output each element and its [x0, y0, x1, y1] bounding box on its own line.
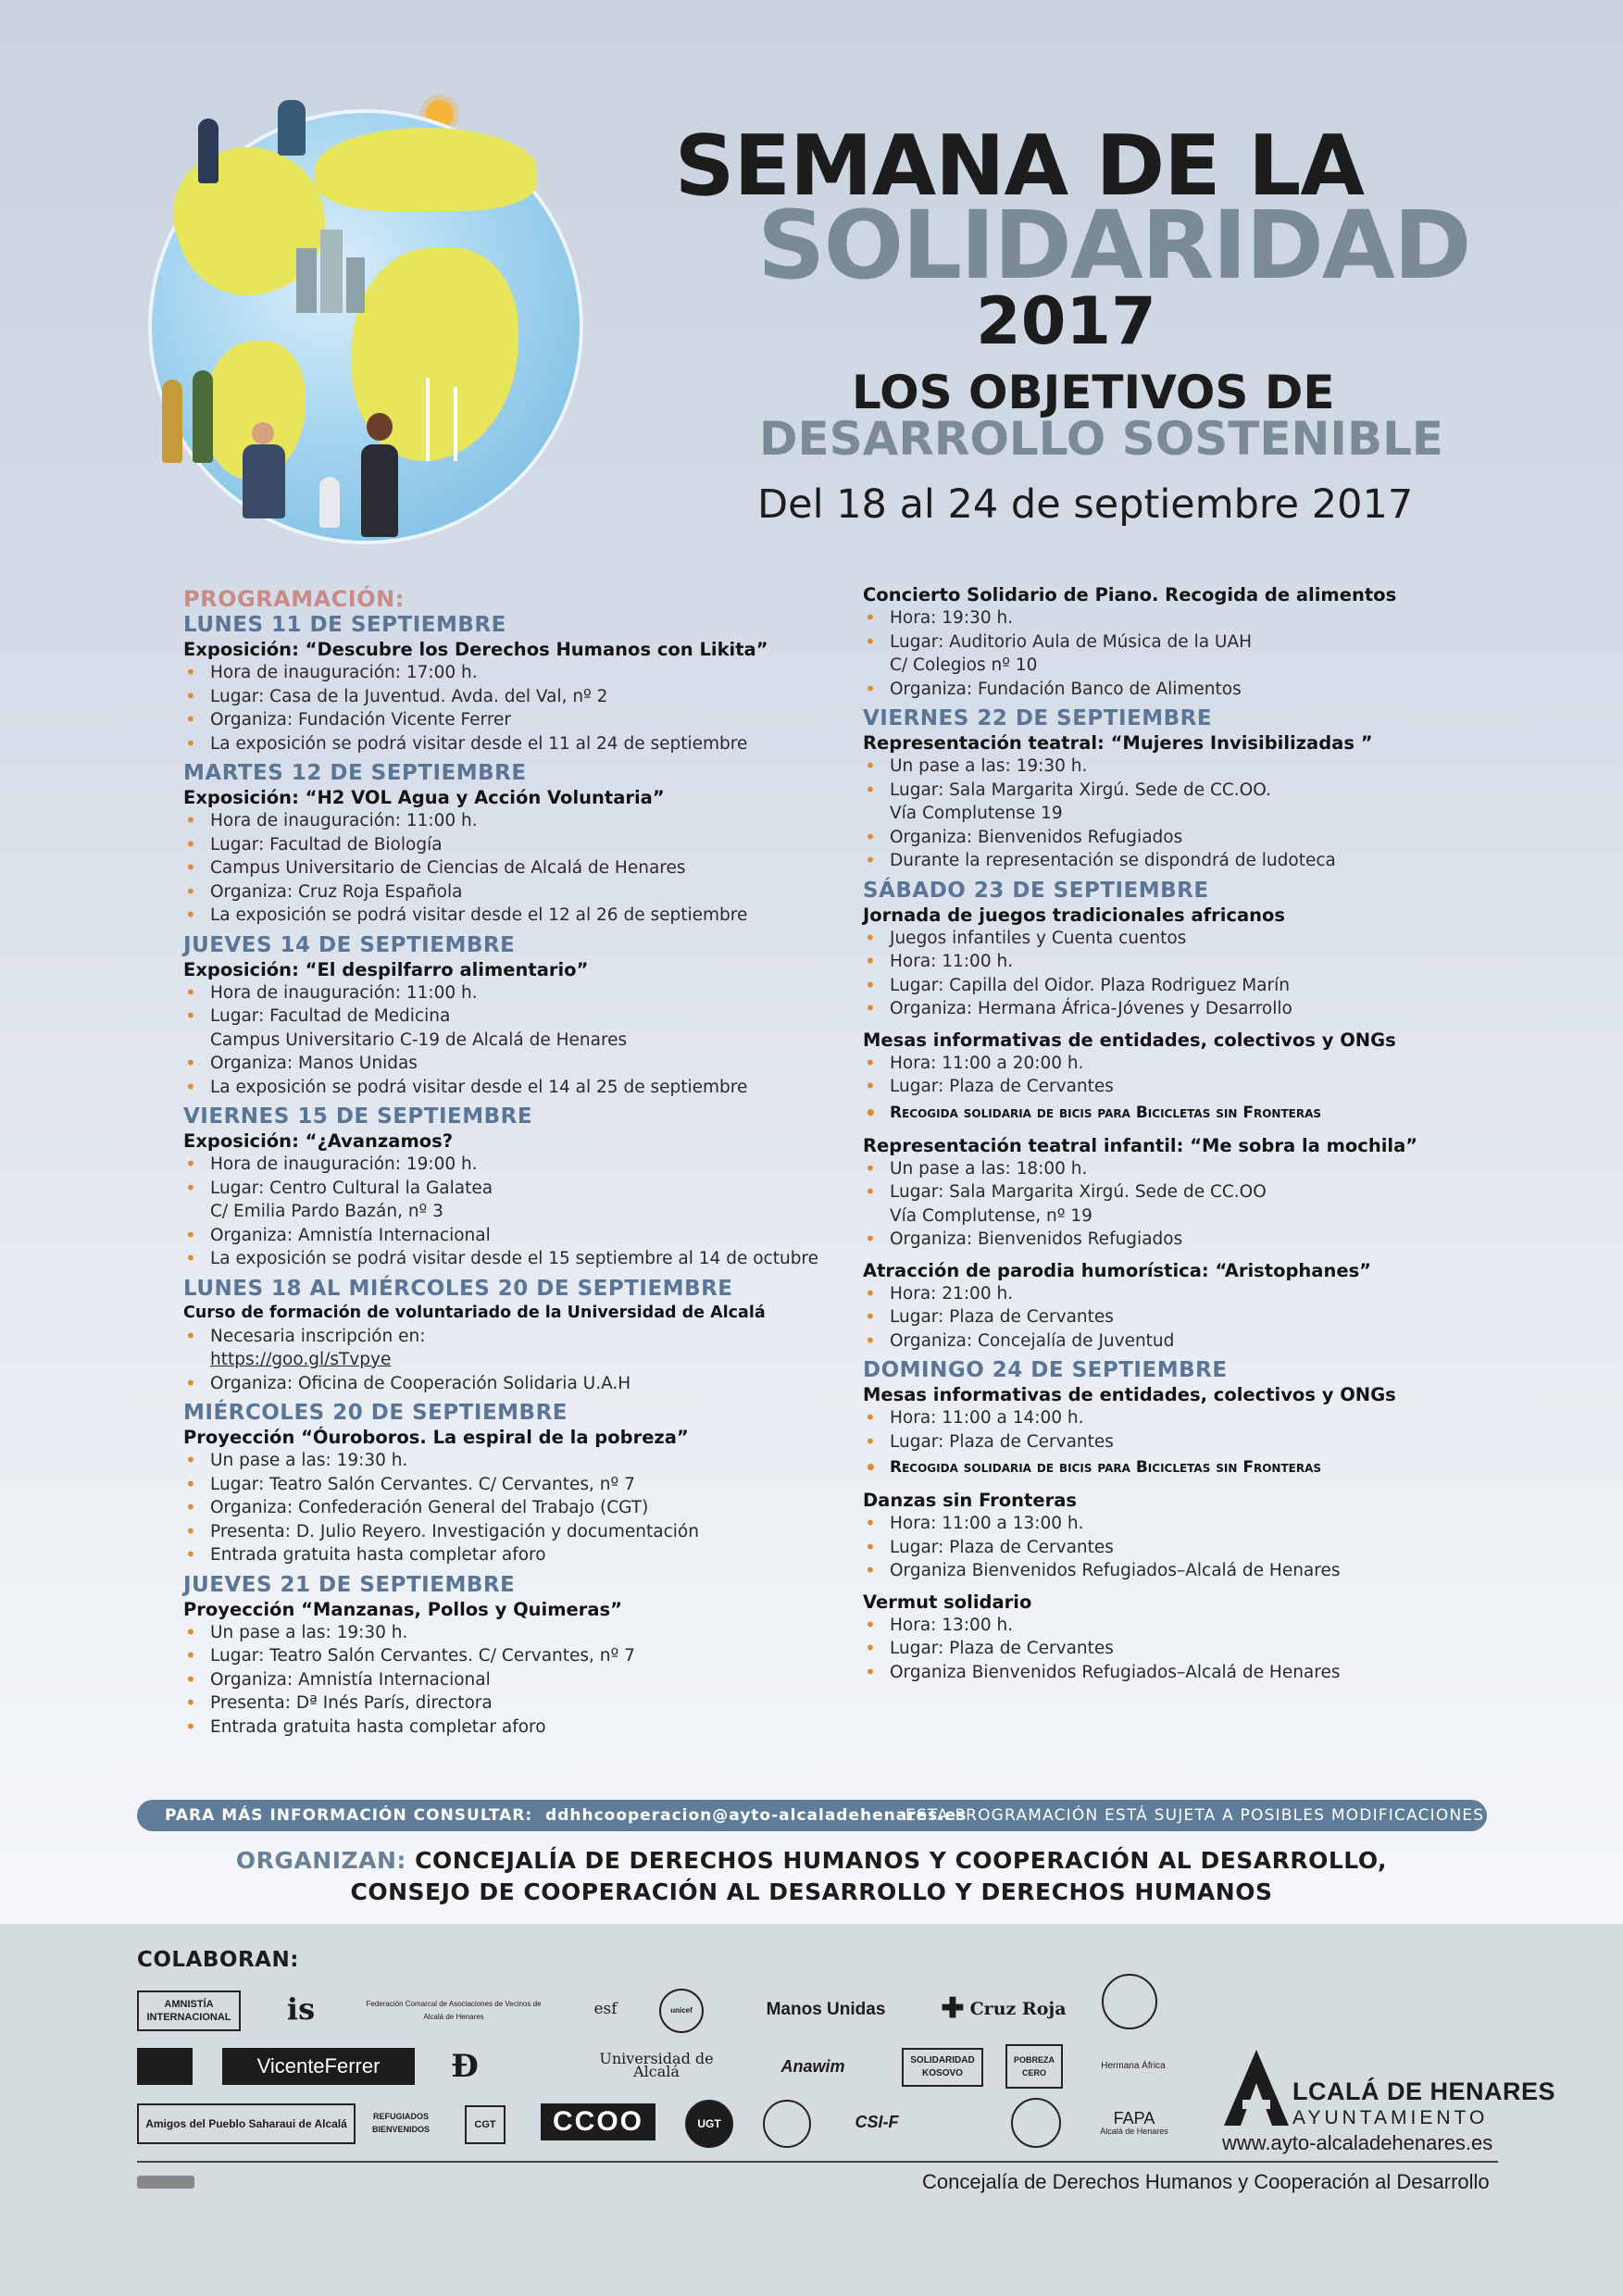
city-building-icon: [320, 230, 343, 313]
subtitle-line-1: LOS OBJETIVOS DE: [852, 366, 1335, 419]
copodeli-logo: [515, 2042, 565, 2092]
detail-item: • Lugar: Teatro Salón Cervantes. C/ Cervantes, nº 7: [183, 1473, 850, 1497]
registration-url[interactable]: https://goo.gl/sTvpye: [210, 1350, 392, 1369]
detail-item: • Lugar: Plaza de Cervantes: [863, 1536, 1529, 1560]
hermana-africa-logo: Hermana África: [1101, 2061, 1166, 2071]
spacer: [863, 1583, 1529, 1591]
fapa-logo: [1092, 2102, 1176, 2148]
registration-link[interactable]: [183, 1348, 850, 1372]
detail-item: • Organiza: Fundación Banco de Alimentos: [863, 678, 1529, 702]
anawim-logo: Anawim: [780, 2057, 845, 2076]
ccoo-logo: CCOO: [541, 2103, 655, 2140]
d-emblem-logo: Ð: [451, 2048, 479, 2085]
cruz-roja-label: Cruz Roja: [969, 1999, 1067, 2019]
event-dates: Del 18 al 24 de septiembre 2017: [757, 481, 1414, 528]
detail-item: • Lugar: Plaza de Cervantes: [863, 1305, 1529, 1329]
detail-item: • Hora: 11:00 h.: [863, 950, 1529, 974]
event-details: [863, 927, 1529, 1021]
detail-item: • Un pase a las: 19:30 h.: [183, 1621, 850, 1645]
amigos-saharaui-logo: Amigos del Pueblo Saharaui de Alcalá: [137, 2103, 356, 2144]
organizers-label: ORGANIZAN:: [235, 1847, 406, 1874]
event-title: Proyección “Manzanas, Pollos y Quimeras”: [183, 1598, 622, 1620]
day-heading: JUEVES 14 DE SEPTIEMBRE: [183, 932, 516, 957]
event-details: [863, 1406, 1529, 1481]
spacer: [863, 1481, 1529, 1489]
event-details: [863, 1157, 1529, 1252]
city-building-icon: [296, 248, 317, 313]
detail-item: • Organiza: Bienvenidos Refugiados: [863, 826, 1529, 850]
woman-figure-icon: [361, 444, 398, 537]
association-seal-logo: [1102, 1974, 1157, 2029]
detail-item: • Lugar: Centro Cultural la Galatea: [183, 1177, 850, 1201]
detail-item: • Presenta: Dª Inés París, directora: [183, 1691, 850, 1716]
detail-item: • Organiza: Bienvenidos Refugiados: [863, 1228, 1529, 1252]
detail-item: • Necesaria inscripción en:: [183, 1325, 850, 1349]
cgt-logo: CGT: [465, 2105, 506, 2144]
info-bar: [137, 1800, 1487, 1831]
detail-item: • Lugar: Plaza de Cervantes: [863, 1430, 1529, 1454]
detail-item: • Un pase a las: 19:30 h.: [863, 755, 1529, 779]
detail-item: • Hora: 21:00 h.: [863, 1282, 1529, 1306]
person-figure-icon: [278, 100, 306, 156]
contact-email-link[interactable]: ddhhcooperacion@ayto-alcaladehenares.es: [545, 1806, 968, 1825]
detail-item: • La exposición se podrá visitar desde el 11 al 24 de septiembre: [183, 732, 850, 756]
event-title: Danzas sin Fronteras: [863, 1490, 1077, 1511]
concejalia-credit: Concejalía de Derechos Humanos y Cooperación al Desarrollo: [922, 2170, 1490, 2193]
esf-logo: esf: [593, 2000, 618, 2018]
detail-item: • Lugar: Teatro Salón Cervantes. C/ Cervantes, nº 7: [183, 1644, 850, 1668]
detail-item: • Organiza: Amnistía Internacional: [183, 1668, 850, 1692]
event-title: Atracción de parodia humorística: “Aristophanes”: [863, 1259, 1371, 1281]
detail-item: • Organiza: Amnistía Internacional: [183, 1224, 850, 1248]
person-figure-icon: [193, 370, 213, 463]
program-right-column: [863, 583, 1529, 1684]
child-figure-icon: [319, 477, 340, 528]
detail-item: Vía Complutense, nº 19: [890, 1205, 1092, 1226]
refugiados-bienvenidos-logo: REFUGIADOS BIENVENIDOS: [371, 2112, 430, 2134]
detail-item: • Hora de inauguración: 11:00 h.: [183, 981, 850, 1005]
fapa-sub-label: Alcalá de Henares: [1100, 2127, 1168, 2136]
detail-item: C/ Colegios nº 10: [890, 655, 1038, 675]
solidaridad-kosovo-logo: SOLIDARIDAD KOSOVO: [902, 2048, 983, 2087]
detail-item: • Organiza: Oficina de Cooperación Solidaria U.A.H: [183, 1372, 850, 1396]
event-details: [863, 1614, 1529, 1685]
program-heading: PROGRAMACIÓN:: [183, 586, 405, 612]
day-heading: MARTES 12 DE SEPTIEMBRE: [183, 761, 527, 785]
detail-item: • La exposición se podrá visitar desde el 15 septiembre al 14 de octubre: [183, 1247, 850, 1271]
event-title: Mesas informativas de entidades, colectivos y ONGs: [863, 1384, 1396, 1405]
collaborators-label: COLABORAN:: [137, 1948, 299, 1972]
person-figure-icon: [198, 119, 218, 183]
day-heading: JUEVES 21 DE SEPTIEMBRE: [183, 1572, 516, 1597]
detail-item: • Lugar: Casa de la Juventud. Avda. del Val, nº 2: [183, 685, 850, 709]
detail-item: • Hora: 11:00 a 13:00 h.: [863, 1512, 1529, 1536]
organizers-name-2: CONSEJO DE COOPERACIÓN AL DESARROLLO Y DERECHOS HUMANOS: [350, 1878, 1273, 1905]
federacion-vecinos-logo: Federación Comarcal de Asociaciones de Vecinos de Alcalá de Henares: [366, 2000, 542, 2021]
event-title: Curso de formación de voluntariado de la Universidad de Alcalá: [183, 1303, 766, 1322]
detail-item: • Juegos infantiles y Cuenta cuentos: [863, 927, 1529, 951]
city-building-icon: [346, 257, 365, 313]
title-line-2: SOLIDARIDAD: [757, 191, 1470, 301]
fapa-label: FAPA: [1113, 2109, 1155, 2128]
event-details: [863, 1282, 1529, 1354]
cruz-roja-logo: [941, 1990, 1067, 2028]
modification-notice: ESTA PROGRAMACIÓN ESTÁ SUJETA A POSIBLES MODIFICACIONES: [905, 1806, 1485, 1825]
event-title: Vermut solidario: [863, 1591, 1032, 1613]
ugt-logo: UGT: [685, 2100, 733, 2148]
day-heading: MIÉRCOLES 20 DE SEPTIEMBRE: [183, 1401, 568, 1425]
event-title: Exposición: “El despilfarro alimentario”: [183, 958, 589, 980]
title-line-1: SEMANA DE LA: [674, 118, 1364, 215]
detail-item: • Hora de inauguración: 19:00 h.: [183, 1153, 850, 1177]
organizers-name-1: CONCEJALÍA DE DERECHOS HUMANOS Y COOPERACIÓN AL DESARROLLO,: [415, 1847, 1388, 1874]
detail-item: • Durante la representación se dispondrá de ludoteca: [863, 849, 1529, 873]
detail-item: • Entrada gratuita hasta completar aforo: [183, 1716, 850, 1740]
day-heading: LUNES 11 DE SEPTIEMBRE: [183, 613, 506, 637]
event-title: Mesas informativas de entidades, colectivos y ONGs: [863, 1029, 1396, 1051]
detail-item: • Organiza Bienvenidos Refugiados–Alcalá de Henares: [863, 1661, 1529, 1685]
amnistia-logo: AMNISTÍA INTERNACIONAL: [137, 1990, 241, 2031]
detail-item: • Organiza: Hermana África-Jóvenes y Desarrollo: [863, 997, 1529, 1021]
detail-item: • Organiza: Cruz Roja Española: [183, 880, 850, 905]
manos-unidas-logo: Manos Unidas: [766, 2000, 886, 2019]
person-figure-icon: [162, 380, 182, 463]
event-title: Exposición: “¿Avanzamos?: [183, 1130, 454, 1152]
family-figure-icon: [243, 444, 285, 518]
universidad-alcala-logo: Universidad de Alcalá: [599, 2050, 714, 2080]
wind-turbine-icon: [426, 378, 430, 461]
detail-item: • Lugar: Sala Margarita Xirgú. Sede de CC.OO: [863, 1180, 1529, 1204]
organizers-line-1: [0, 1844, 1623, 1877]
event-title: Exposición: “H2 VOL Agua y Acción Voluntaria”: [183, 787, 665, 808]
event-details: [863, 755, 1529, 873]
detail-item: • Lugar: Sala Margarita Xirgú. Sede de CC.OO.: [863, 779, 1529, 803]
event-title: Representación teatral infantil: “Me sobra la mochila”: [863, 1134, 1418, 1156]
ayuntamiento-sub: AYUNTAMIENTO: [1292, 2107, 1489, 2128]
event-details: [183, 1621, 850, 1740]
detail-item: Campus Universitario C-19 de Alcalá de Henares: [210, 1029, 628, 1050]
detail-item: • Organiza: Manos Unidas: [183, 1052, 850, 1076]
spacer: [863, 1252, 1529, 1259]
vicente-ferrer-logo: VicenteFerrer: [222, 2048, 415, 2085]
ayuntamiento-url-link[interactable]: www.ayto-alcaladehenares.es: [1222, 2131, 1493, 2154]
detail-item: • Presenta: D. Julio Reyero. Investigación y documentación: [183, 1520, 850, 1544]
detail-item: • Lugar: Plaza de Cervantes: [863, 1637, 1529, 1661]
event-details: [863, 1512, 1529, 1583]
detail-item: Vía Complutense 19: [890, 804, 1063, 823]
detail-item: • La exposición se podrá visitar desde el 12 al 26 de septiembre: [183, 904, 850, 928]
detail-item: • Hora: 11:00 a 14:00 h.: [863, 1406, 1529, 1430]
detail-item: • Recogida solidaria de bicis para Bicicletas sin Fronteras: [863, 1454, 1529, 1481]
detail-item: • La exposición se podrá visitar desde el 14 al 25 de septiembre: [183, 1076, 850, 1100]
event-details: [183, 1449, 850, 1567]
detail-item: • Lugar: Capilla del Oidor. Plaza Rodriguez Marín: [863, 974, 1529, 998]
comunicacion-logo: [137, 2176, 194, 2189]
detail-item: • Recogida solidaria de bicis para Bicicletas sin Fronteras: [863, 1099, 1529, 1127]
detail-item: • Organiza Bienvenidos Refugiados–Alcalá de Henares: [863, 1559, 1529, 1583]
detail-item: • Organiza: Confederación General del Trabajo (CGT): [183, 1496, 850, 1520]
csif-logo: CSI-F: [855, 2113, 899, 2131]
info-contact: [165, 1800, 967, 1831]
event-title: Jornada de juegos tradicionales africanos: [863, 904, 1286, 926]
footer-divider: [137, 2161, 1498, 2163]
ayuntamiento-name: LCALÁ DE HENARES: [1292, 2078, 1556, 2105]
detail-item: • Campus Universitario de Ciencias de Alcalá de Henares: [183, 856, 850, 880]
day-heading: DOMINGO 24 DE SEPTIEMBRE: [863, 1358, 1228, 1382]
detail-item: • Lugar: Auditorio Aula de Música de la UAH: [863, 630, 1529, 655]
alcala-a-emblem-icon: [1222, 2046, 1291, 2129]
detail-item: • Organiza: Concejalía de Juventud: [863, 1329, 1529, 1354]
detail-item: • Organiza: Fundación Vicente Ferrer: [183, 708, 850, 732]
event-details: [183, 1153, 850, 1271]
program-left-column: [183, 585, 850, 1739]
event-details: [183, 661, 850, 755]
event-details: [183, 1325, 850, 1396]
detail-item: C/ Emilia Pardo Bazán, nº 3: [210, 1202, 443, 1221]
isf-logo: is: [286, 1991, 316, 2027]
detail-item: • Hora de inauguración: 11:00 h.: [183, 809, 850, 833]
day-heading: LUNES 18 AL MIÉRCOLES 20 DE SEPTIEMBRE: [183, 1276, 733, 1301]
detail-item: • Un pase a las: 19:30 h.: [183, 1449, 850, 1473]
bird-logo: [137, 2048, 193, 2085]
event-title: Concierto Solidario de Piano. Recogida de alimentos: [863, 584, 1397, 605]
detail-item: • Hora de inauguración: 17:00 h.: [183, 661, 850, 685]
day-heading: SÁBADO 23 DE SEPTIEMBRE: [863, 878, 1209, 903]
wind-turbine-icon: [454, 387, 457, 461]
person-head-icon: [252, 422, 274, 444]
person-head-icon: [367, 413, 393, 441]
detail-item: • Hora: 19:30 h.: [863, 606, 1529, 630]
info-label: PARA MÁS INFORMACIÓN CONSULTAR:: [165, 1806, 533, 1825]
event-details: [183, 981, 850, 1100]
mfm-logo: [930, 2100, 985, 2144]
detail-item: • Lugar: Facultad de Medicina: [183, 1004, 850, 1029]
detail-item: • Lugar: Facultad de Biología: [183, 833, 850, 857]
red-cross-icon: ✚: [941, 1992, 965, 2025]
event-details: [183, 809, 850, 928]
ppm-logo: [763, 2100, 811, 2148]
event-title: Proyección “Óuroboros. La espiral de la pobreza”: [183, 1427, 689, 1448]
detail-item: • Hora: 13:00 h.: [863, 1614, 1529, 1638]
day-heading: VIERNES 22 DE SEPTIEMBRE: [863, 706, 1213, 730]
spacer: [863, 1021, 1529, 1029]
unicef-logo: unicef: [659, 1989, 704, 2033]
day-heading: VIERNES 15 DE SEPTIEMBRE: [183, 1104, 533, 1129]
spacer: [863, 1127, 1529, 1134]
land-north: [315, 128, 537, 211]
title-year: 2017: [976, 283, 1156, 359]
subtitle-line-2: DESARROLLO SOSTENIBLE: [759, 412, 1444, 466]
detail-item: • Un pase a las: 18:00 h.: [863, 1157, 1529, 1181]
event-details: [863, 1052, 1529, 1127]
event-title: Representación teatral: “Mujeres Invisibilizadas ”: [863, 732, 1373, 754]
detail-item: • Lugar: Plaza de Cervantes: [863, 1075, 1529, 1099]
event-details: [863, 606, 1529, 701]
event-title: Exposición: “Descubre los Derechos Humanos con Likita”: [183, 639, 768, 660]
pobreza-cero-logo: POBREZA CERO: [1005, 2044, 1063, 2089]
association-round-logo: [1011, 2098, 1061, 2148]
detail-item: • Hora: 11:00 a 20:00 h.: [863, 1052, 1529, 1076]
detail-item: • Entrada gratuita hasta completar aforo: [183, 1543, 850, 1567]
